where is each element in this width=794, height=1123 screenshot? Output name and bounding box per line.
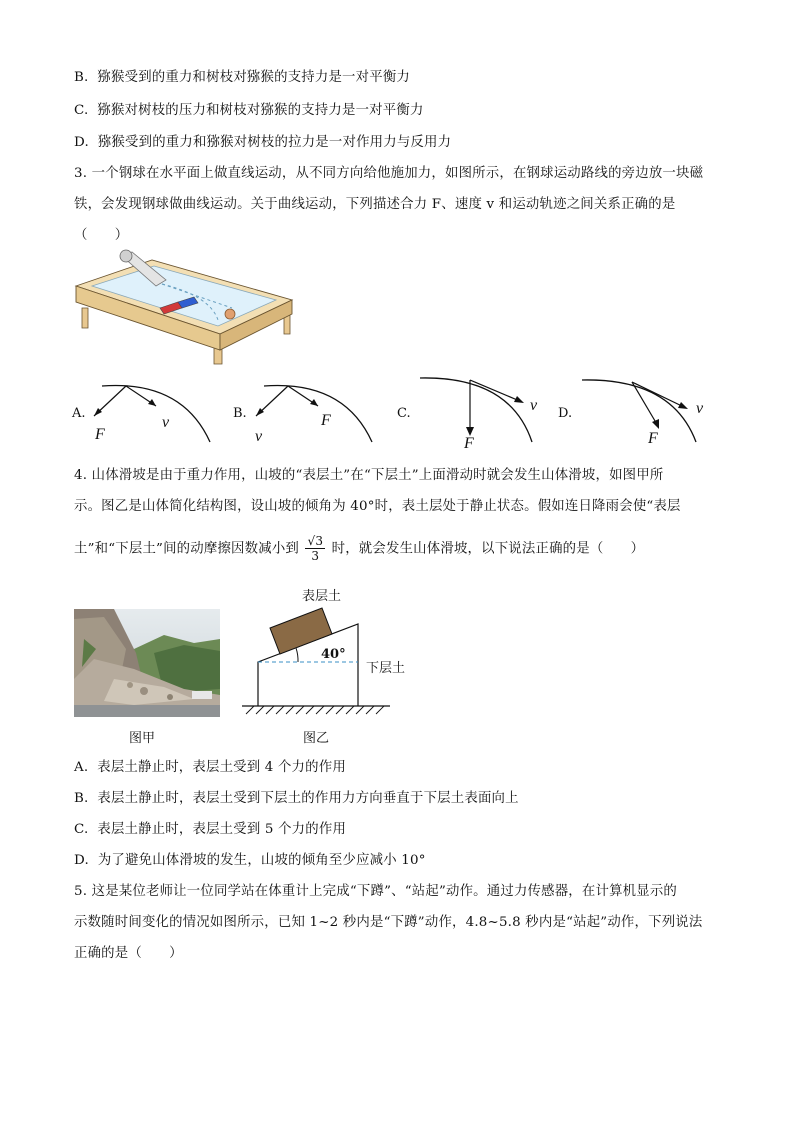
caption-figure-yi: 图乙 — [303, 731, 330, 746]
q4-stem-line1: 4. 山体滑坡是由于重力作用，山坡的“表层土”在“下层土”上面滑动时就会发生山体滑坡，如图甲所 — [74, 468, 664, 483]
q5-stem-line2: 示数随时间变化的情况如图所示，已知 1~2 秒内是“下蹲”动作，4.8~5.8 秒内是“站起”动作，下列说法 — [74, 915, 703, 930]
q4-stem-line3: 土”和“下层土”间的动摩擦因数减小到 $\frac{√3}{3}$ 时，就会发生山体滑坡，以下说法正确的是（ ） — [74, 534, 645, 564]
q3-choice-a-force-label: F — [95, 426, 105, 443]
q3-choice-a-velocity-label: v — [162, 414, 170, 431]
q3-choice-b-letter: B. — [233, 406, 247, 421]
landslide-photo — [74, 609, 220, 717]
caption-figure-jia: 图甲 — [129, 731, 156, 746]
q3-choice-d-letter: D. — [558, 406, 573, 421]
q4-option-c: C. 表层土静止时，表层土受到 5 个力的作用 — [74, 822, 347, 837]
fig-label-surface-soil: 表层土 — [302, 589, 342, 604]
angle-label: 40° — [321, 647, 346, 662]
q3-choice-d-velocity-label: v — [696, 400, 704, 417]
q3-choice-c-velocity-label: v — [530, 397, 538, 414]
fraction-sqrt3-over-3: $\frac{√3}{3}$ — [307, 534, 324, 564]
q3-choice-b-velocity-label: v — [255, 428, 263, 445]
q3-choice-c-letter: C. — [397, 406, 411, 421]
q5-stem-line1: 5. 这是某位老师让一位同学站在体重计上完成“下蹲”、“站起”动作。通过力传感器，在计算机显示的 — [74, 884, 678, 899]
q2-option-d: D. 猕猴受到的重力和猕猴对树枝的拉力是一对作用力与反用力 — [74, 135, 452, 150]
q4-stem-line2: 示。图乙是山体简化结构图，设山坡的倾角为 40°时，表土层处于静止状态。假如连日降雨会使“表层 — [74, 499, 681, 514]
q3-choice-b-diagram — [244, 380, 376, 446]
fig-label-lower-soil: 下层土 — [366, 661, 406, 676]
q4-option-a: A. 表层土静止时，表层土受到 4 个力的作用 — [74, 760, 346, 775]
q5-stem-line3: 正确的是（ ） — [74, 946, 183, 961]
q4-option-b: B. 表层土静止时，表层土受到下层土的作用力方向垂直于下层土表面向上 — [74, 791, 519, 806]
q3-choice-c-force-label: F — [464, 435, 474, 452]
q3-choice-b-force-label: F — [321, 412, 331, 429]
q3-choice-d-force-label: F — [648, 430, 658, 447]
q3-choice-c-diagram — [414, 372, 538, 446]
q2-option-b: B. 猕猴受到的重力和树枝对猕猴的支持力是一对平衡力 — [74, 70, 411, 85]
q3-choice-a-letter: A. — [72, 406, 86, 421]
table-magnet-figure — [70, 246, 300, 366]
q2-option-c: C. 猕猴对树枝的压力和树枝对猕猴的支持力是一对平衡力 — [74, 103, 424, 118]
q3-stem-line3: （ ） — [74, 228, 129, 243]
q3-choice-d-diagram — [578, 374, 702, 446]
q3-stem-line1: 3. 一个钢球在水平面上做直线运动，从不同方向给他施加力，如图所示，在钢球运动路线的旁边放一块磁 — [74, 166, 704, 181]
q3-stem-line2: 铁，会发现钢球做曲线运动。关于曲线运动，下列描述合力 F、速度 v 和运动轨迹之间关系正确的是 — [74, 197, 676, 212]
q4-option-d: D. 为了避免山体滑坡的发生，山坡的倾角至少应减小 10° — [74, 853, 426, 868]
